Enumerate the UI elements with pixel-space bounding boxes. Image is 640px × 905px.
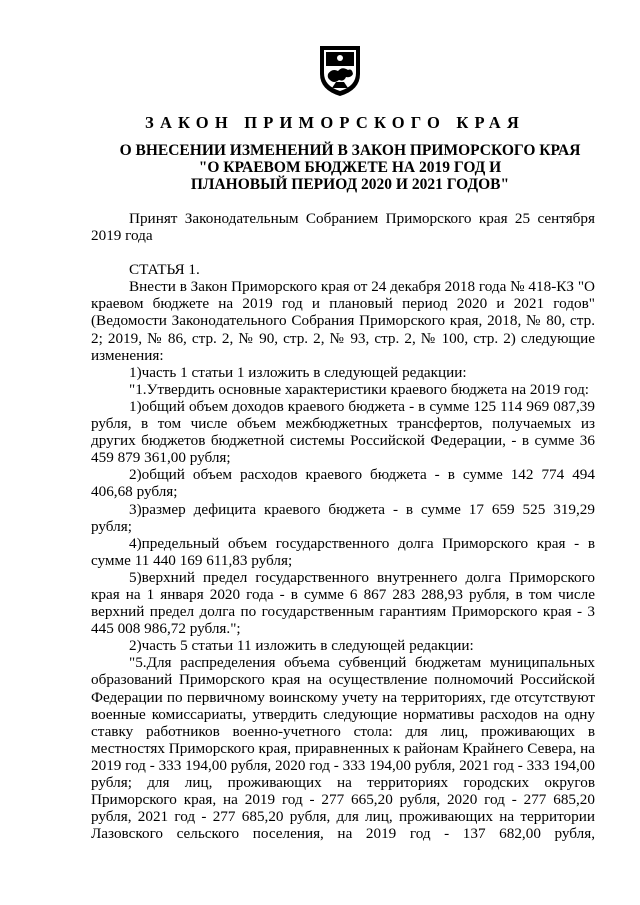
law-subtitle — [60, 142, 640, 193]
body-paragraph: 1)часть 1 статьи 1 изложить в следующей редакции: — [129, 363, 467, 381]
adoption-statement: Принят Законодательным Собранием Приморского края 25 сентября 2019 года — [91, 210, 595, 245]
body-paragraph: 1)общий объем доходов краевого бюджета - в сумме 125 114 969 087,39 рубля, в том числе объем межбюджетных трансфертов, получаемых из других бюджетов бюджетной системы Российской Федерации, - в сумме 36 459 879 361,00 рубля; — [91, 397, 595, 467]
body-paragraph: 5)верхний предел государственного внутреннего долга Приморского края на 1 января 2020 года - в сумме 6 867 283 288,93 рубля, в том числе верхний предел долга по государственным гарантиям Приморского края - 3 445 008 986,72 рубля."; — [91, 568, 595, 638]
coat-of-arms-emblem — [318, 44, 362, 98]
subtitle-line: ПЛАНОВЫЙ ПЕРИОД 2020 И 2021 ГОДОВ" — [190, 176, 510, 193]
subtitle-line: "О КРАЕВОМ БЮДЖЕТЕ НА 2019 ГОД И — [198, 159, 502, 176]
body-paragraph: 3)размер дефицита краевого бюджета - в сумме 17 659 525 319,29 рубля; — [91, 500, 595, 535]
body-paragraph: "5.Для распределения объема субвенций бюджетам муниципальных образований Приморского края на осуществление полномочий Российской Федерации по первичному воинскому учету на территориях, где отсутствуют военные комиссариаты, утвердить следующие нормативы расходов на одну ставку работников военно-учетного стола: для лиц, проживающих в местностях Приморского края, приравненных к районам Крайнего Севера, на 2019 год - 333 194,00 рубля, 2020 год - 333 194,00 рубля, 2021 год - 333 194,00 рубля; для лиц, проживающих на территориях городских округов Приморского края, на 2019 год - 277 665,20 рубля, 2020 год - 277 685,20 рубля, 2021 год - 277 685,20 рубля, для лиц, проживающих на территории Лазовского сельского поселения, на 2019 год - 137 682,00 рубля, — [91, 654, 595, 843]
law-title: ЗАКОН ПРИМОРСКОГО КРАЯ — [145, 113, 525, 132]
body-paragraph: Внести в Закон Приморского края от 24 декабря 2018 года № 418-КЗ "О краевом бюджете на 2019 год и плановый период 2020 и 2021 годов" (Ведомости Законодательного Собрания Приморского края, 2018, № 80, стр. 2; 2019, № 86, стр. 2, № 90, стр. 2, № 93, стр. 2, № 100, стр. 2) следующие изменения: — [91, 278, 595, 364]
body-paragraph: 2)часть 5 статьи 11 изложить в следующей редакции: — [129, 637, 474, 655]
body-paragraph: "1.Утвердить основные характеристики краевого бюджета на 2019 год: — [129, 380, 590, 398]
body-paragraph: 4)предельный объем государственного долга Приморского края - в сумме 11 440 169 611,83 рубля; — [91, 534, 595, 569]
subtitle-line: О ВНЕСЕНИИ ИЗМЕНЕНИЙ В ЗАКОН ПРИМОРСКОГО КРАЯ — [119, 142, 581, 159]
document-body — [91, 210, 595, 842]
body-paragraph: 2)общий объем расходов краевого бюджета - в сумме 142 774 494 406,68 рубля; — [91, 466, 595, 501]
article-heading: СТАТЬЯ 1. — [129, 261, 200, 279]
